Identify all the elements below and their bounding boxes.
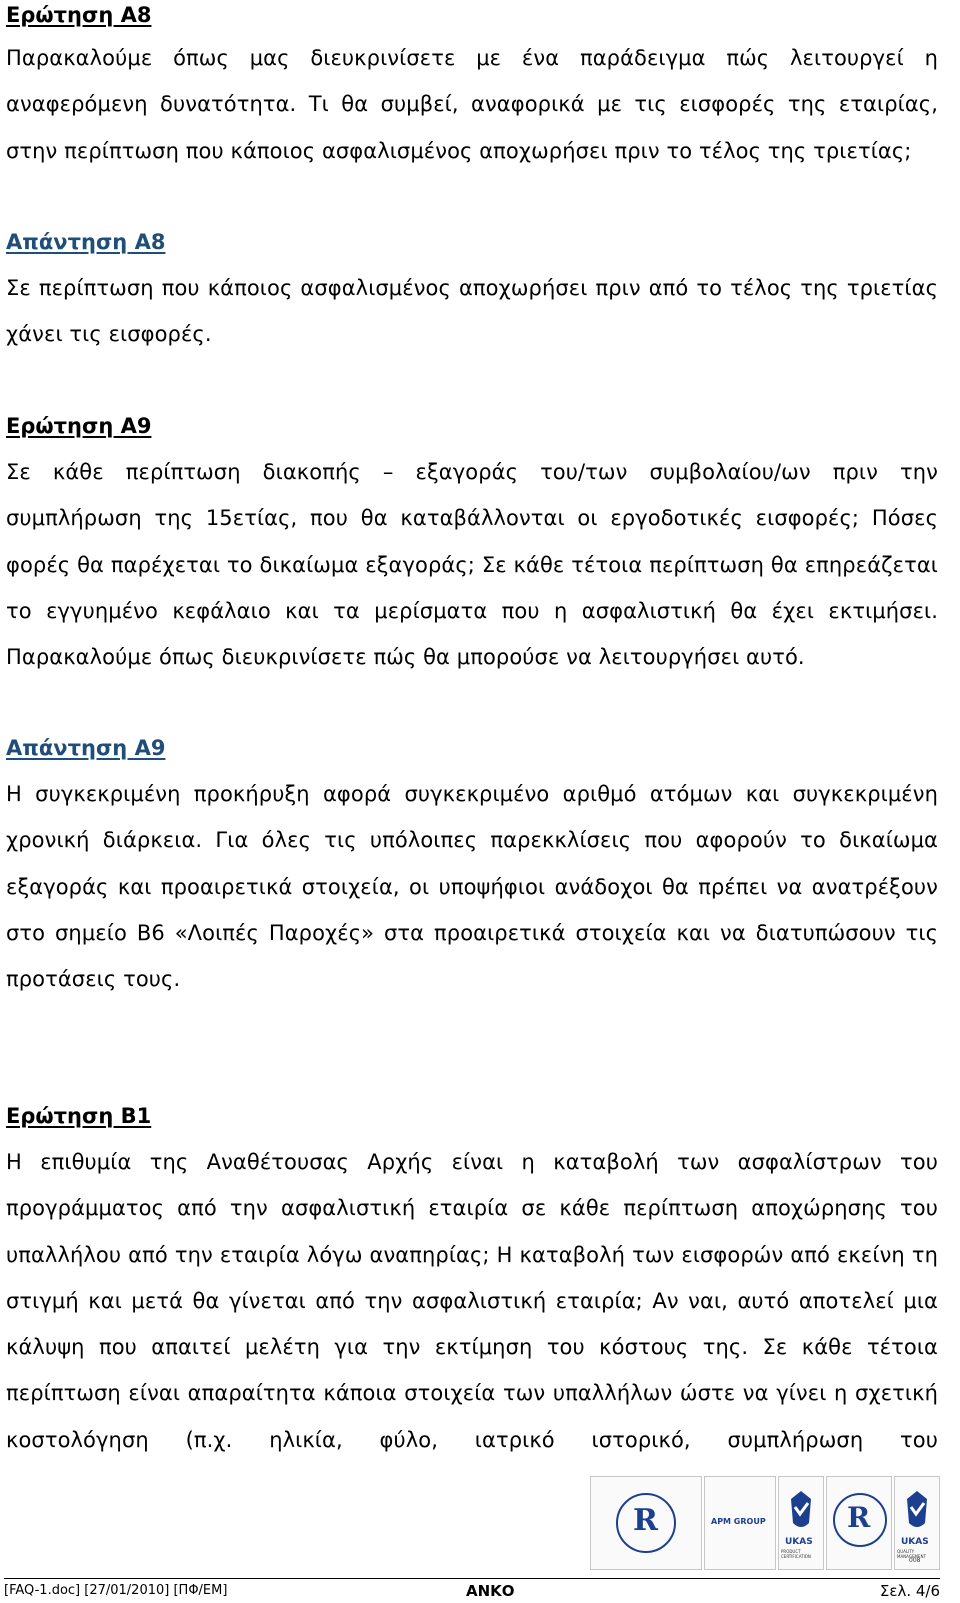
question-text-b1: Η επιθυμία της Αναθέτουσας Αρχής είναι η καταβολή των ασφαλίστρων του προγράμματος από την ασφαλιστική εταιρία σε κάθε περίπτωση αποχώρησης του υπαλλήλου από την εταιρία λόγω αναπηρίας; Η καταβολή των εισφορών από εκείνη τη στιγμή και μετά θα γίνεται από την ασφαλιστική εταιρία; Αν ναι, αυτό αποτελεί μια κάλυψη που απαιτεί μελέτη για την εκτίμηση του κόστους της. Σε κάθε τέτοια περίπτωση είναι απαραίτητα κάποια στοιχεία των υπαλλήλων ώστε να γίνει η σχετική κοστολόγηση (π.χ. ηλικία, φύλο, ιατρικό ιστορικό, συμπλήρωση του bbox=[6, 1150, 938, 1452]
certification-logos bbox=[590, 1476, 940, 1572]
question-heading-a9: Ερώτηση Α9 bbox=[6, 414, 152, 438]
question-heading-a8: Ερώτηση Α8 bbox=[6, 3, 152, 27]
question-text-a8: Παρακαλούμε όπως μας διευκρινίσετε με ένα παράδειγμα πώς λειτουργεί η αναφερόμενη δυνατότητα. Τι θα συμβεί, αναφορικά με τις εισφορές της εταιρίας, στην περίπτωση που κάποιος ασφαλισμένος αποχωρήσει πριν το τέλος της τριετίας; bbox=[6, 46, 938, 163]
answer-heading-a9: Απάντηση Α9 bbox=[6, 736, 166, 760]
page-footer bbox=[4, 1581, 940, 1601]
r-certification-logo: R bbox=[590, 1476, 702, 1570]
answer-text-a8: Σε περίπτωση που κάποιος ασφαλισμένος αποχωρήσει πριν από το τέλος της τριετίας χάνει τις εισφορές. bbox=[6, 276, 938, 347]
answer-heading-a8: Απάντηση Α8 bbox=[6, 230, 166, 254]
question-text-a9: Σε κάθε περίπτωση διακοπής – εξαγοράς του/των συμβολαίου/ων πριν την συμπλήρωση της 15ετίας, που θα καταβάλλονται οι εργοδοτικές εισφορές; Πόσες φορές θα παρέχεται το δικαίωμα εξαγοράς; Σε κάθε τέτοια περίπτωση θα επηρεάζεται το εγγυημένο κεφάλαιο και τα μερίσματα που η ασφαλιστική θα έχει εκτιμήσει. Παρακαλούμε όπως διευκρινίσετε πώς θα μπορούσε να λειτουργήσει αυτό. bbox=[6, 460, 938, 670]
question-heading-b1: Ερώτηση Β1 bbox=[6, 1104, 152, 1128]
ukas-quality-logo: UKAS QUALITY MANAGEMENT 008 bbox=[894, 1476, 940, 1570]
apm-group-logo: APM GROUP bbox=[704, 1476, 776, 1570]
footer-company: ΑΝΚΟ bbox=[466, 1582, 515, 1600]
answer-text-a9: Η συγκεκριμένη προκήρυξη αφορά συγκεκριμένο αριθμό ατόμων και συγκεκριμένη χρονική διάρκεια. Για όλες τις υπόλοιπες παρεκκλίσεις που αφορούν το δικαίωμα εξαγοράς και προαιρετικά στοιχεία, οι υποψήφιοι ανάδοχοι θα πρέπει να ανατρέξουν στο σημείο Β6 «Λοιπές Παροχές» στα προαιρετικά στοιχεία και να διατυπώσουν τις προτάσεις τους. bbox=[6, 782, 938, 992]
footer-file-info: [FAQ-1.doc] [27/01/2010] [ΠΦ/ΕΜ] bbox=[4, 1583, 228, 1598]
ukas-product-logo: UKAS PRODUCT CERTIFICATION bbox=[778, 1476, 824, 1570]
r-certification-logo-2: R bbox=[826, 1476, 892, 1570]
footer-page-number: Σελ. 4/6 bbox=[879, 1582, 940, 1600]
footer-divider bbox=[4, 1578, 940, 1579]
